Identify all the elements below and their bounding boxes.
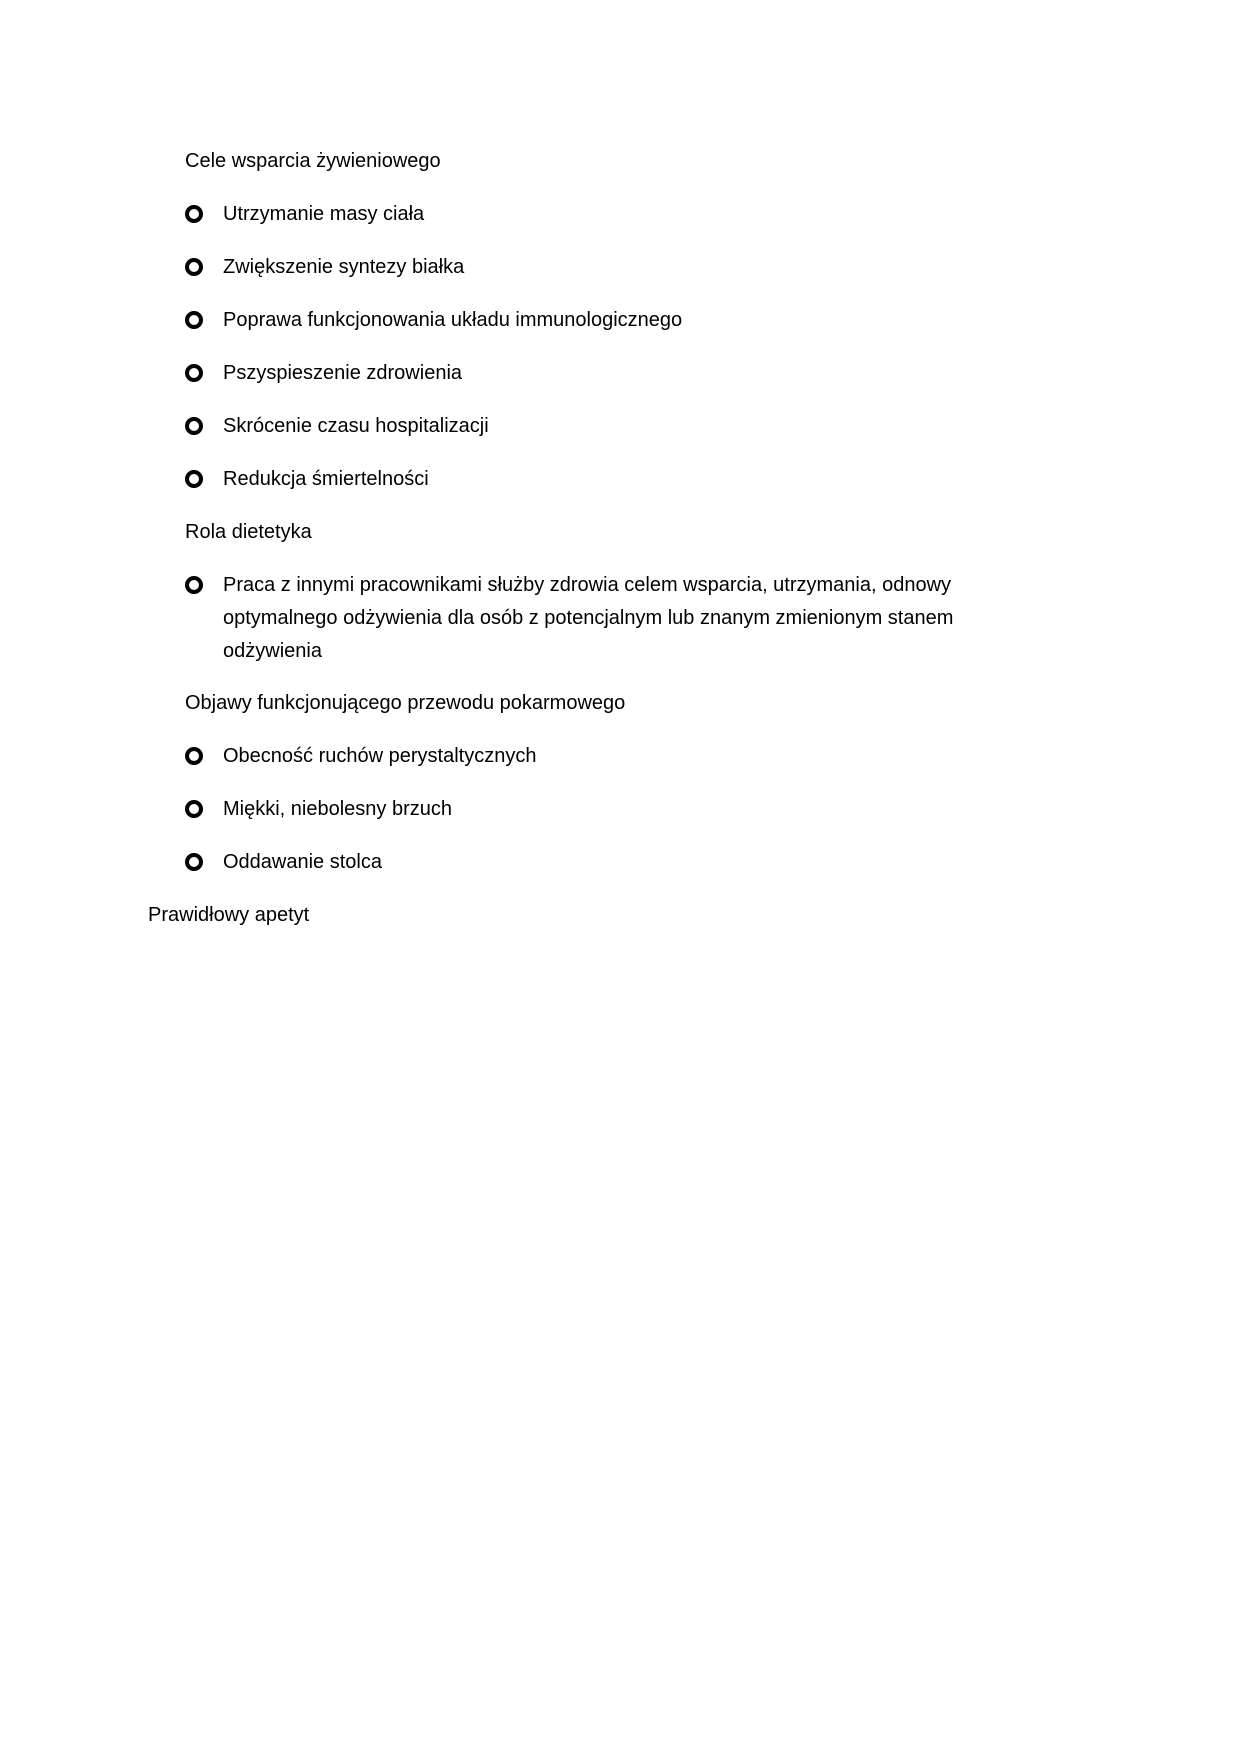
circle-bullet-icon	[185, 364, 203, 382]
list-item-text: Obecność ruchów perystaltycznych	[223, 745, 537, 767]
list-item-text: Skrócenie czasu hospitalizacji	[223, 415, 489, 437]
list-item-text: Zwiększenie syntezy białka	[223, 256, 465, 278]
list-item	[185, 793, 1015, 826]
list-item	[185, 198, 1015, 231]
circle-bullet-icon	[185, 417, 203, 435]
list-item	[185, 357, 1015, 390]
trailing-heading: Prawidłowy apetyt	[148, 904, 310, 926]
list-item-text: Utrzymanie masy ciała	[223, 203, 425, 225]
list-item-text: Redukcja śmiertelności	[223, 468, 429, 490]
section-heading: Cele wsparcia żywieniowego	[185, 150, 441, 172]
list-item	[185, 846, 1015, 879]
list-item	[185, 251, 1015, 284]
list-item	[185, 569, 1015, 668]
list-item-text: Praca z innymi pracownikami służby zdrowia celem wsparcia, utrzymania, odnowy optymalnego odżywienia dla osób z potencjalnym lub znanym zmienionym stanem odżywienia	[223, 574, 954, 662]
circle-bullet-icon	[185, 853, 203, 871]
circle-bullet-icon	[185, 205, 203, 223]
list-item-text: Poprawa funkcjonowania układu immunologicznego	[223, 309, 683, 331]
circle-bullet-icon	[185, 311, 203, 329]
list-item-text: Oddawanie stolca	[223, 851, 382, 873]
section-heading: Objawy funkcjonującego przewodu pokarmowego	[185, 692, 626, 714]
circle-bullet-icon	[185, 258, 203, 276]
list-item	[185, 463, 1015, 496]
circle-bullet-icon	[185, 470, 203, 488]
section-heading: Rola dietetyka	[185, 521, 312, 543]
list-item	[185, 740, 1015, 773]
list-item	[185, 304, 1015, 337]
list-item-text: Pszyspieszenie zdrowienia	[223, 362, 463, 384]
circle-bullet-icon	[185, 800, 203, 818]
list-item-text: Miękki, niebolesny brzuch	[223, 798, 452, 820]
list-item	[185, 410, 1015, 443]
circle-bullet-icon	[185, 747, 203, 765]
circle-bullet-icon	[185, 576, 203, 594]
